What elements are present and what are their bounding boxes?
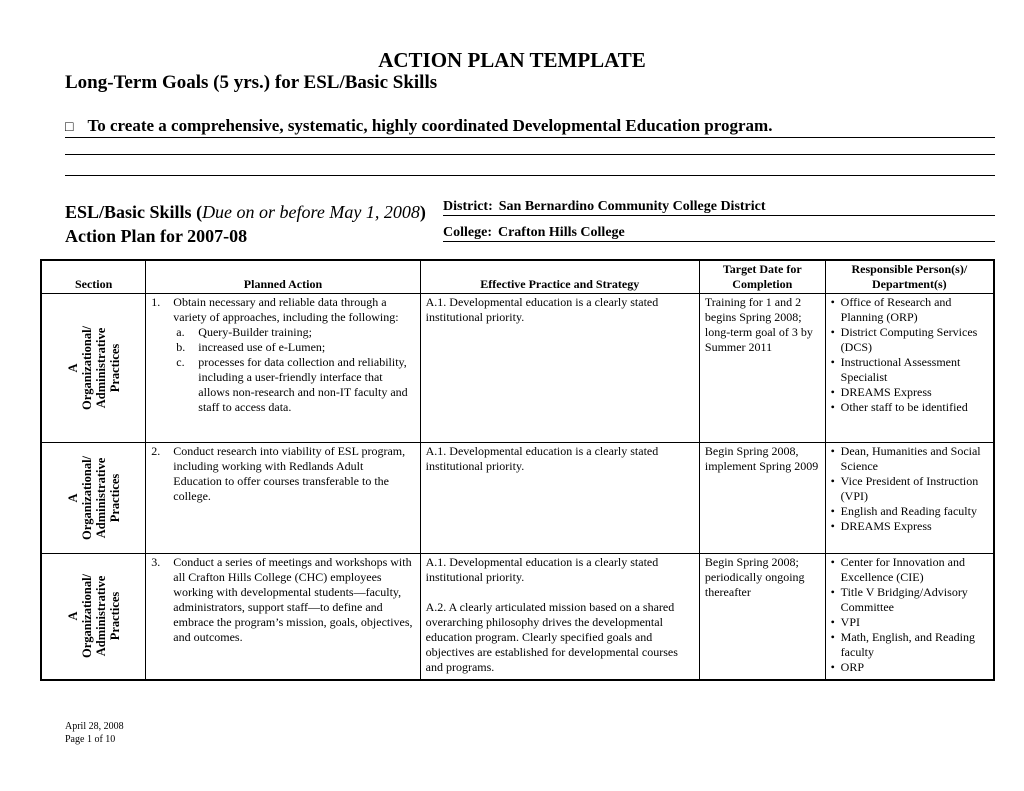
header-target-date: Target Date for Completion [699,260,825,294]
section-label-line: Practices [107,343,122,393]
section-label-line: Practices [107,473,122,523]
action-text: Conduct research into viability of ESL program, including working with Redlands Adult Education to offer courses transferable to the college. [173,444,406,503]
action-plan-table [40,259,995,681]
header-section: Section [41,260,146,294]
section-label-line: A [65,611,80,621]
section-label-line: A [65,363,80,373]
responsible-item [831,385,988,400]
sub-item-text: processes for data collection and reliability, including a user-friendly interface that allows non-research and non-IT faculty and staff to access data. [198,355,408,414]
heading-plan-year: Action Plan for 2007-08 [65,226,248,246]
bullet-icon: • [830,385,835,399]
college-label: College: [443,225,492,240]
table-row [41,294,994,443]
footer-page-number: Page 1 of 10 [65,734,116,745]
college-value: Crafton Hills College [497,225,625,240]
header-effective-practice: Effective Practice and Strategy [420,260,699,294]
section-cell [41,294,146,443]
table-row [41,554,994,680]
target-date-cell: Begin Spring 2008; periodically ongoing thereafter [699,554,825,680]
responsible-text: Dean, Humanities and Social Science [840,444,981,473]
heading-due-date: Due on or before May 1, 2008 [202,202,420,222]
responsible-item [831,555,988,585]
responsible-item [831,295,988,325]
responsible-item [831,504,988,519]
responsible-item [831,325,988,355]
sub-item [151,325,414,340]
action-number: 1. [151,295,161,309]
bullet-icon: • [830,555,835,569]
section-label [66,574,122,658]
responsible-item [831,444,988,474]
section-label [66,326,122,410]
action-number: 3. [151,555,161,569]
responsible-text: Math, English, and Reading faculty [840,630,975,659]
section-label-line: Organizational/ [79,455,94,541]
responsible-text: English and Reading faculty [840,504,977,518]
table-row [41,443,994,554]
blank-line [65,154,995,155]
district-label: District: [443,199,493,214]
sub-item-letter: c. [176,355,185,369]
sub-item [151,355,414,415]
practice-cell [420,554,699,680]
responsible-item [831,355,988,385]
bullet-icon: • [830,325,835,339]
responsible-cell [825,554,994,680]
responsible-text: Vice President of Instruction (VPI) [840,474,979,503]
footer-date: April 28, 2008 [65,721,124,732]
checkbox-icon: □ [65,120,74,135]
bullet-icon: • [830,660,835,674]
practice-text: A.1. Developmental education is a clearly stated institutional priority. [425,295,659,324]
section-label-line: Administrative [93,457,108,539]
responsible-text: Center for Innovation and Excellence (CIE) [840,555,965,584]
bullet-icon: • [830,355,835,369]
bullet-icon: • [830,585,835,599]
section-label-line: Administrative [93,575,108,657]
responsible-text: VPI [840,615,861,629]
blank-line [65,175,995,176]
bullet-icon: • [830,630,835,644]
responsible-text: Title V Bridging/Advisory Committee [840,585,968,614]
planned-action-cell [146,443,420,554]
section-label [66,456,122,540]
bullet-icon: • [830,444,835,458]
planned-action-cell [146,294,420,443]
responsible-text: Instructional Assessment Specialist [840,355,961,384]
college-field [443,225,995,242]
sub-item-text: Query-Builder training; [198,325,312,339]
bullet-icon: • [830,519,835,533]
page-title: ACTION PLAN TEMPLATE [378,48,646,72]
goal-text: To create a comprehensive, systematic, highly coordinated Developmental Education program. [87,116,773,135]
bullet-icon: • [830,615,835,629]
practice-text: A.1. Developmental education is a clearly stated institutional priority. [425,555,659,584]
practice-text: A.2. A clearly articulated mission based on a shared overarching philosophy drives the developmental education program. Clearly specified goals and objectives are established for developmental courses and programs. [425,600,678,674]
section-label-line: A [65,493,80,503]
table-header-row [41,260,994,294]
action-number: 2. [151,444,161,458]
section-label-line: Organizational/ [79,325,94,411]
district-field [443,199,995,216]
responsible-item [831,660,988,675]
header-responsible: Responsible Person(s)/ Department(s) [825,260,994,294]
heading-program: ESL/Basic Skills [65,202,192,222]
responsible-item [831,474,988,504]
bullet-icon: • [830,474,835,488]
target-date-cell: Training for 1 and 2 begins Spring 2008; long-term goal of 3 by Summer 2011 [699,294,825,443]
responsible-text: DREAMS Express [840,385,932,399]
bullet-icon: • [830,400,835,414]
section-label-line: Practices [107,591,122,641]
action-text: Obtain necessary and reliable data through a variety of approaches, including the following: [173,295,399,324]
section-label-line: Administrative [93,327,108,409]
practice-cell [420,443,699,554]
responsible-cell [825,294,994,443]
target-date-cell: Begin Spring 2008, implement Spring 2009 [699,443,825,554]
planned-action-cell [146,554,420,680]
plan-heading: ESL/Basic Skills (Due on or before May 1, 2008) Action Plan for 2007-08 [65,202,426,246]
responsible-item [831,400,988,415]
responsible-text: District Computing Services (DCS) [840,325,978,354]
sub-item-text: increased use of e-Lumen; [198,340,326,354]
responsible-item [831,585,988,615]
sub-item-letter: a. [176,325,185,339]
practice-cell [420,294,699,443]
section-cell [41,443,146,554]
footer [65,720,124,746]
section-label-line: Organizational/ [79,574,94,659]
responsible-text: ORP [840,660,865,674]
responsible-cell [825,443,994,554]
sub-item [151,340,414,355]
responsible-item [831,615,988,630]
page-subtitle: Long-Term Goals (5 yrs.) for ESL/Basic Skills [65,72,438,93]
section-cell [41,554,146,680]
responsible-text: DREAMS Express [840,519,932,533]
responsible-text: Office of Research and Planning (ORP) [840,295,952,324]
action-text: Conduct a series of meetings and workshops with all Crafton Hills College (CHC) employees working with developmental students—faculty, administrators, support staff—to define and embrace the program’s mission, goals, objectives, and outcomes. [173,555,413,644]
bullet-icon: • [830,504,835,518]
responsible-item [831,630,988,660]
goal-line [65,116,995,138]
responsible-item [831,519,988,534]
practice-text: A.1. Developmental education is a clearly stated institutional priority. [425,444,659,473]
bullet-icon: • [830,295,835,309]
district-value: San Bernardino Community College District [498,199,766,214]
responsible-text: Other staff to be identified [840,400,968,414]
header-planned-action: Planned Action [146,260,420,294]
sub-item-letter: b. [176,340,186,354]
